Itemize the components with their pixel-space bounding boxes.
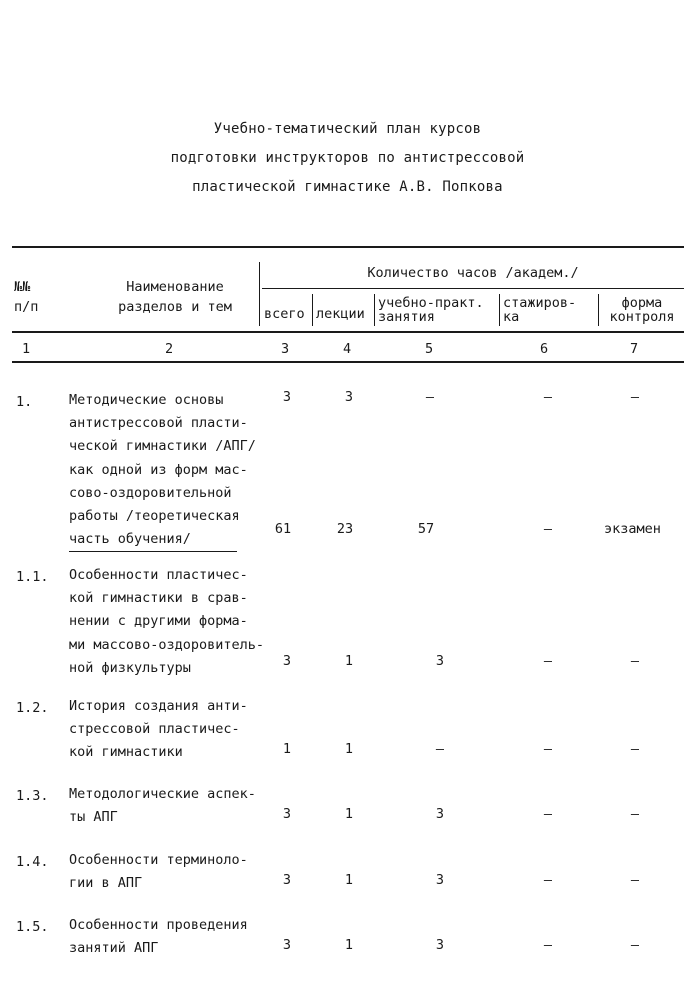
row-name: Методологические аспек- ты АПГ — [69, 786, 256, 826]
control-value: – — [630, 653, 640, 669]
separator — [598, 294, 599, 326]
practice-value: 3 — [435, 806, 445, 822]
total-value: 3 — [282, 806, 292, 822]
separator — [312, 294, 313, 326]
num-header-bottom: п/п — [14, 299, 39, 315]
lectures-value: 1 — [344, 937, 354, 953]
control-value: – — [630, 389, 640, 405]
lectures-value: 1 — [344, 741, 354, 757]
header-bottom-rule — [12, 331, 684, 333]
column-number: 3 — [281, 341, 290, 357]
separator — [259, 262, 260, 326]
hours-group-rule — [262, 288, 684, 289]
row-number: 1.2. — [16, 700, 49, 716]
separator — [499, 294, 500, 326]
practice-value: – — [425, 389, 435, 405]
lectures-value: 3 — [344, 389, 354, 405]
internship-value: – — [543, 937, 553, 953]
row-name: История создания анти- стрессовой пластичес- кой гимнастики — [69, 698, 248, 761]
internship-value: – — [543, 653, 553, 669]
column-number: 5 — [425, 341, 434, 357]
total-value: 3 — [282, 937, 292, 953]
practice-value: 3 — [435, 653, 445, 669]
internship-value: – — [543, 806, 553, 822]
row-number: 1.4. — [16, 854, 49, 870]
hours-group-header: Количество часов /академ./ — [367, 265, 579, 281]
internship-value: – — [543, 872, 553, 888]
lectures-value: 23 — [336, 521, 354, 537]
internship-value: – — [543, 741, 553, 757]
control-value: экзамен — [604, 521, 661, 537]
total-value: 3 — [282, 872, 292, 888]
row-name: Методические основы антистрессовой пласти- ческой гимнастики /АПГ/ как одной из форм мас- сово-оздоровительной работы /теоретическая часть обучения/ — [69, 389, 256, 552]
total-value: 3 — [282, 653, 292, 669]
column-numbers-rule — [12, 361, 684, 363]
table-top-rule — [12, 246, 684, 248]
total-header: всего — [264, 306, 305, 322]
lectures-header: лекции — [316, 306, 365, 322]
lectures-value: 1 — [344, 653, 354, 669]
row-number: 1.3. — [16, 788, 49, 804]
control-value: – — [630, 937, 640, 953]
practice-value: 57 — [417, 521, 435, 537]
practice-value: – — [435, 741, 445, 757]
control-value: – — [630, 872, 640, 888]
name-header-bottom: разделов и тем — [118, 299, 232, 315]
name-header-top: Наименование — [126, 279, 224, 295]
control-header: форма контроля — [609, 295, 675, 325]
column-number: 6 — [540, 341, 549, 357]
row-name: Особенности пластичес- кой гимнастики в срав- нении с другими форма- ми массово-оздоровитель- ной физкультуры — [69, 567, 265, 676]
column-number: 4 — [343, 341, 352, 357]
total-value: 1 — [282, 741, 292, 757]
total-value: 61 — [274, 521, 292, 537]
separator — [374, 294, 375, 326]
internship-header: стажиров- ка — [503, 295, 577, 325]
practice-header: учебно-практ. занятия — [378, 295, 484, 325]
doc-title-line-1: Учебно-тематический план курсов — [213, 121, 482, 137]
internship-value: – — [543, 521, 553, 537]
practice-value: 3 — [435, 937, 445, 953]
row-name: Особенности терминоло- гии в АПГ — [69, 852, 248, 892]
row-number: 1. — [16, 394, 33, 410]
row-number: 1.5. — [16, 919, 49, 935]
control-value: – — [630, 806, 640, 822]
column-number: 1 — [22, 341, 31, 357]
doc-title-line-3: пластической гимнастике А.В. Попкова — [192, 179, 503, 195]
row-number: 1.1. — [16, 569, 49, 585]
column-number: 7 — [630, 341, 639, 357]
lectures-value: 1 — [344, 806, 354, 822]
control-value: – — [630, 741, 640, 757]
internship-value: – — [543, 389, 553, 405]
num-header-top: №№ — [14, 279, 31, 295]
practice-value: 3 — [435, 872, 445, 888]
total-value: 3 — [282, 389, 292, 405]
lectures-value: 1 — [344, 872, 354, 888]
doc-title-line-2: подготовки инструкторов по антистрессовой — [170, 150, 525, 166]
row-name: Особенности проведения занятий АПГ — [69, 917, 248, 957]
column-number: 2 — [165, 341, 174, 357]
